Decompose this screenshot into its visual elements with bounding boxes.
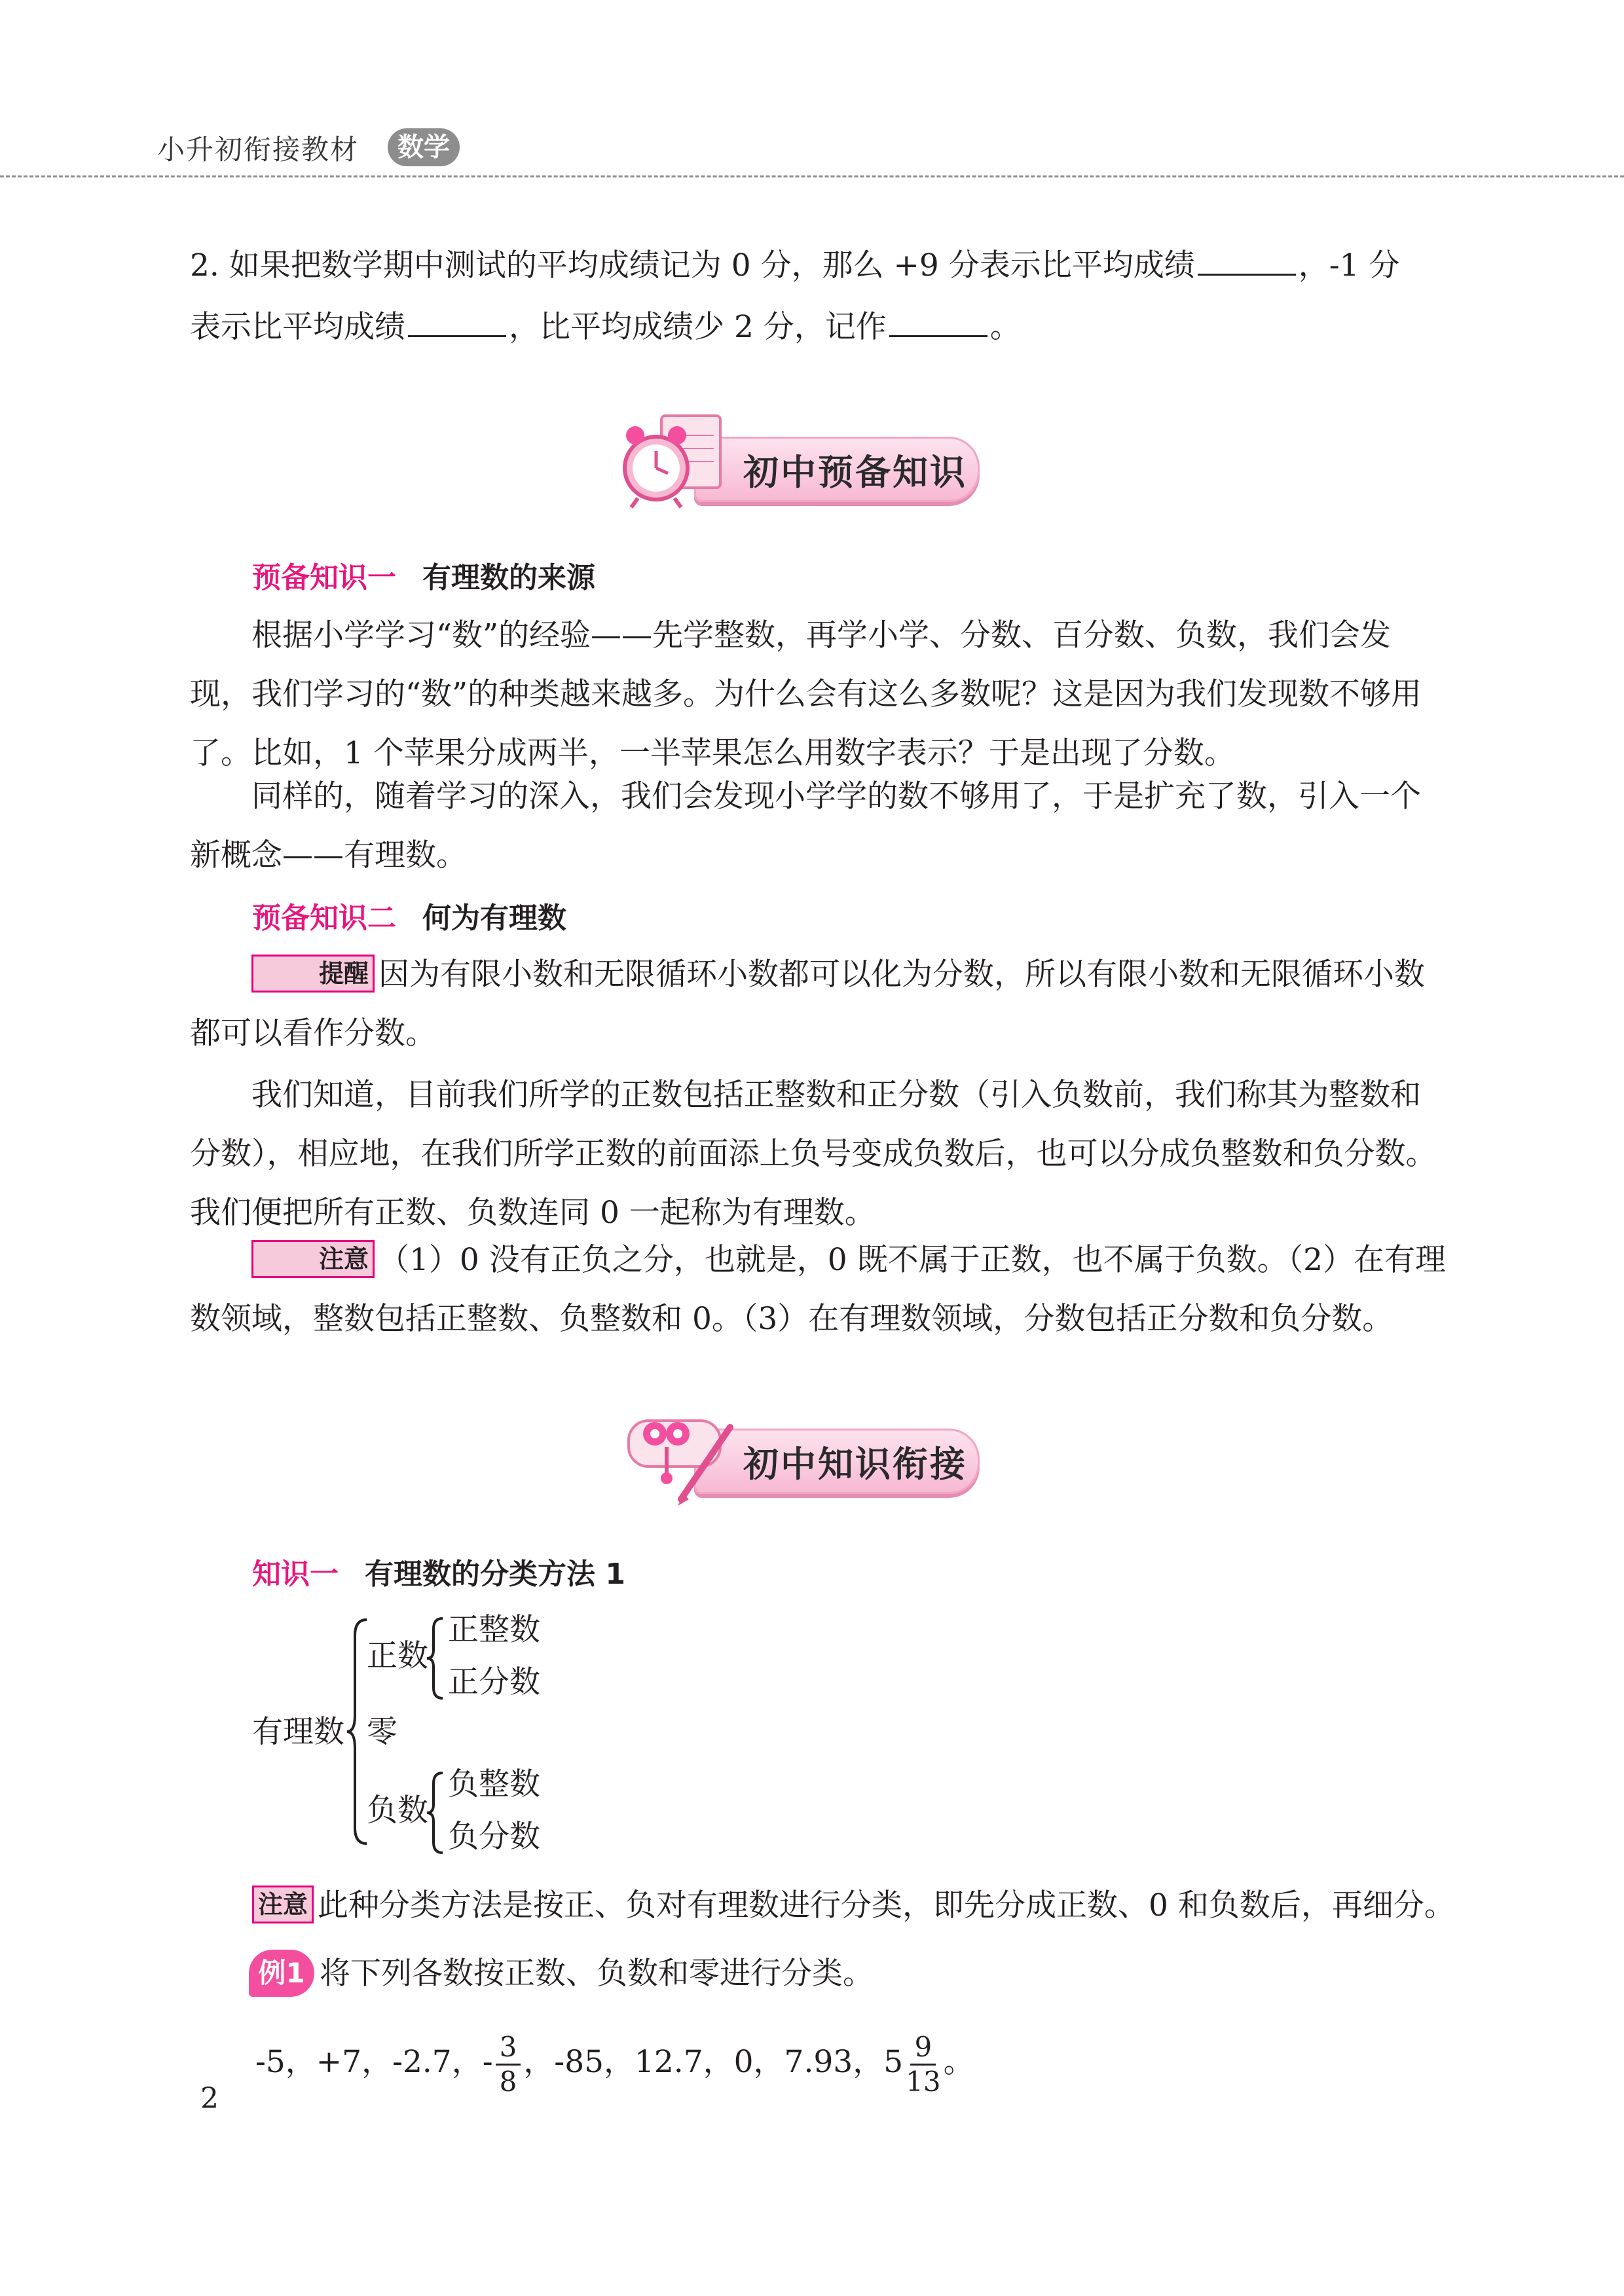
tip-paragraph <box>190 945 1447 1063</box>
knowledge-heading <box>252 554 595 596</box>
note-paragraph <box>190 1231 1447 1349</box>
question-2 <box>190 236 1447 296</box>
answer-blank <box>889 309 987 337</box>
brace-negative <box>426 1770 445 1855</box>
tip-tag: 提醒 <box>251 955 375 993</box>
brace-main <box>346 1617 369 1846</box>
section-banner-prep <box>616 409 1008 514</box>
tree-positive-frac: 正分数 <box>448 1664 540 1700</box>
answer-blank <box>1198 247 1296 276</box>
fraction-denominator: 13 <box>906 2065 941 2098</box>
numbers-text: 。 <box>943 2044 974 2080</box>
knowledge-heading <box>252 1550 625 1592</box>
example-badge: 例1 <box>249 1950 314 1997</box>
note-tag: 注意 <box>252 1886 314 1923</box>
knowledge-title: 有理数的来源 <box>422 561 595 594</box>
knowledge-label: 预备知识二 <box>252 902 396 935</box>
note-paragraph <box>252 1876 1470 1935</box>
paragraph: 根据小学学习“数”的经验——先学整数，再学小学、分数、百分数、负数，我们会发现，我们学习的“数”的种类越来越多。为什么会有这么多数呢？这是因为我们发现数不够用了。比如，1 个苹果分成两半，一半苹果怎么用数字表示？于是出现了分数。 <box>190 617 1422 771</box>
tree-root: 有理数 <box>252 1714 344 1750</box>
knowledge-label: 知识一 <box>252 1558 339 1591</box>
section-banner-link <box>616 1401 1008 1506</box>
question-text: ，-1 分 <box>1298 247 1400 283</box>
example-numbers <box>255 2023 974 2102</box>
question-2-cont <box>190 298 1447 357</box>
tree-negative: 负数 <box>367 1793 428 1829</box>
knowledge-title: 何为有理数 <box>422 902 566 935</box>
note-tag: 注意 <box>251 1240 375 1278</box>
tree-positive-int: 正整数 <box>448 1612 540 1648</box>
answer-blank <box>408 309 506 337</box>
example-text: 将下列各数按正数、负数和零进行分类。 <box>320 1956 874 1992</box>
numbers-text: -5，+7，-2.7，- <box>255 2044 493 2080</box>
subject-badge: 数学 <box>388 128 460 166</box>
header-divider <box>0 175 1624 177</box>
scroll-pen-icon <box>616 1401 740 1512</box>
paragraph: 同样的，随着学习的深入，我们会发现小学学的数不够用了，于是扩充了数，引入一个新概念——有理数。 <box>190 778 1421 873</box>
tree-negative-frac: 负分数 <box>448 1819 540 1855</box>
fraction <box>906 2031 940 2098</box>
fraction-denominator: 8 <box>499 2065 517 2098</box>
fraction-numerator: 9 <box>910 2031 936 2066</box>
header-title: 小升初衔接教材 <box>157 134 360 166</box>
question-text: ，比平均成绩少 2 分，记作 <box>509 309 887 345</box>
numbers-text: ，-85，12.7，0，7.93，5 <box>523 2044 904 2080</box>
alarm-clock-icon <box>616 409 733 514</box>
section-title: 初中知识衔接 <box>743 1444 967 1485</box>
knowledge-title: 有理数的分类方法 1 <box>365 1558 625 1591</box>
brace-positive <box>426 1616 445 1701</box>
note-text: （1）0 没有正负之分，也就是，0 既不属于正数，也不属于负数。（2）在有理数领域，整数包括正整数、负整数和 0。（3）在有理数领域，分数包括正分数和负分数。 <box>190 1242 1447 1337</box>
tree-zero: 零 <box>367 1714 397 1750</box>
page-number: 2 <box>200 2082 219 2115</box>
knowledge-label: 预备知识一 <box>252 561 396 594</box>
tip-text: 因为有限小数和无限循环小数都可以化为分数，所以有限小数和无限循环小数都可以看作分数。 <box>190 957 1426 1051</box>
question-text: 表示比平均成绩 <box>190 309 405 345</box>
note-text: 此种分类方法是按正、负对有理数进行分类，即先分成正数、0 和负数后，再细分。 <box>318 1887 1455 1923</box>
tree-positive: 正数 <box>367 1638 428 1674</box>
question-text: 。 <box>989 309 1021 345</box>
paragraph: 我们知道，目前我们所学的正数包括正整数和正分数（引入负数前，我们称其为整数和分数），相应地，在我们所学正数的前面添上负号变成负数后，也可以分成负整数和负分数。我们便把所有正数、负数连同 0 一起称为有理数。 <box>190 1077 1437 1231</box>
tree-negative-int: 负整数 <box>448 1766 540 1802</box>
knowledge-heading <box>252 894 566 936</box>
section-title: 初中预备知识 <box>743 452 967 493</box>
question-text: 2. 如果把数学期中测试的平均成绩记为 0 分，那么 +9 分表示比平均成绩 <box>190 247 1195 283</box>
fraction-numerator: 3 <box>496 2031 521 2066</box>
fraction <box>496 2031 521 2098</box>
